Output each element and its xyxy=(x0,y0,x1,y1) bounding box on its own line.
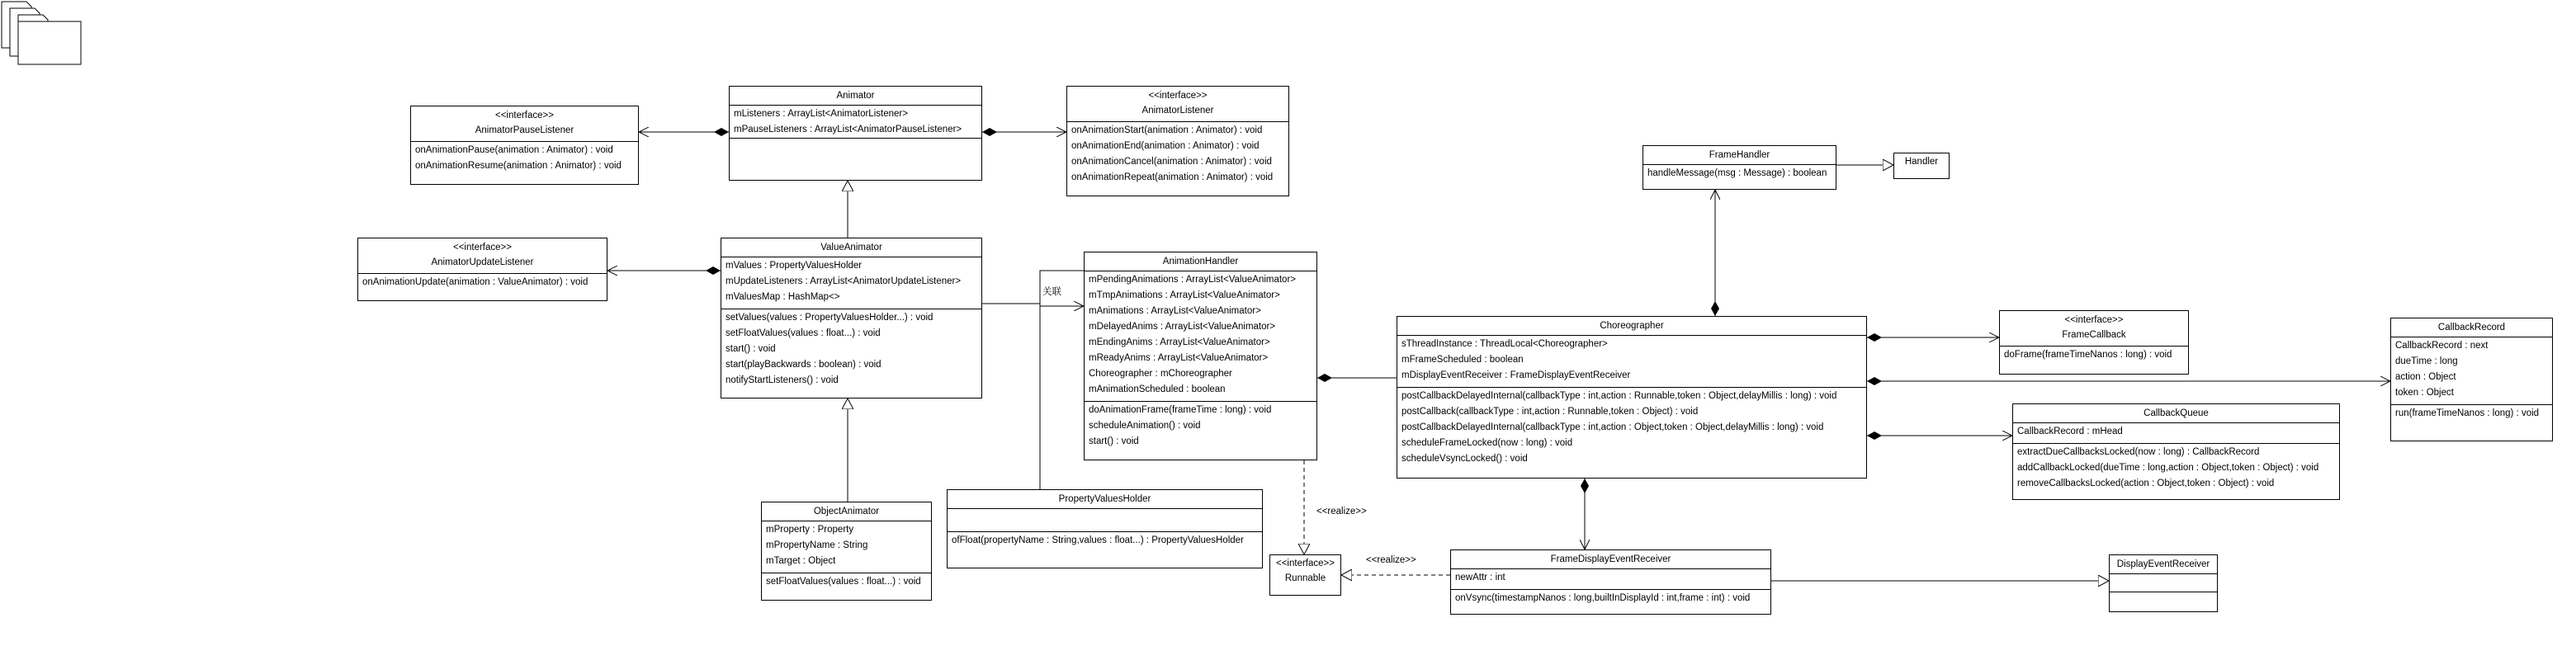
attribute: mDisplayEventReceiver : FrameDisplayEventReceiver xyxy=(1401,370,1631,380)
operation: onAnimationCancel(animation : Animator) : void xyxy=(1071,157,1272,167)
operation: postCallback(callbackType : int,action : Runnable,token : Object) : void xyxy=(1401,407,1699,417)
attributes xyxy=(1643,164,1836,185)
operations xyxy=(721,309,981,392)
operation: start(playBackwards : boolean) : void xyxy=(726,360,882,370)
attributes xyxy=(730,105,981,138)
class-frame-display-event-receiver xyxy=(1450,549,1771,615)
attribute: mProperty : Property xyxy=(766,525,854,535)
class-property-values-holder xyxy=(947,489,1263,568)
operation: ofFloat(propertyName : String,values : float...) : PropertyValuesHolder xyxy=(952,535,1244,545)
operation: onAnimationUpdate(animation : ValueAnimator) : void xyxy=(362,277,588,287)
attributes xyxy=(1451,568,1770,589)
class-name: FrameCallback xyxy=(2062,330,2126,340)
class-frame-callback xyxy=(1999,310,2189,375)
class-name: ValueAnimator xyxy=(820,243,882,252)
operation: postCallbackDelayedInternal(callbackType : int,action : Runnable,token : Object,delayMillis : long) : void xyxy=(1401,391,1837,401)
attribute: mReadyAnims : ArrayList<ValueAnimator> xyxy=(1089,353,1269,363)
attribute: action : Object xyxy=(2395,372,2456,382)
operations xyxy=(1067,121,1288,189)
operations xyxy=(411,141,638,177)
operation: scheduleAnimation() : void xyxy=(1089,421,1201,431)
class-animator xyxy=(729,86,982,181)
operation: setFloatValues(values : float...) : void xyxy=(726,328,881,338)
attribute: mPendingAnimations : ArrayList<ValueAnimator> xyxy=(1089,275,1297,285)
stereotype: <<interface>> xyxy=(2064,315,2124,325)
operation: doAnimationFrame(frameTime : long) : void xyxy=(1089,405,1272,415)
operations xyxy=(1085,401,1316,453)
class-name: AnimatorListener xyxy=(1141,106,1214,116)
operation: doFrame(frameTimeNanos : long) : void xyxy=(2004,350,2172,360)
attributes xyxy=(1397,335,1866,387)
attribute: mAnimationScheduled : boolean xyxy=(1089,384,1226,394)
attribute: CallbackRecord : mHead xyxy=(2017,427,2123,436)
class-name: AnimatorUpdateListener xyxy=(431,257,534,267)
stereotype: <<interface>> xyxy=(453,243,512,252)
association-label: 关联 xyxy=(1042,287,1061,297)
attribute: sThreadInstance : ThreadLocal<Choreographer> xyxy=(1401,339,1608,349)
assoc-valueanimator-animationhandler-b xyxy=(1040,304,1084,306)
operations xyxy=(730,138,981,143)
attribute: mValues : PropertyValuesHolder xyxy=(726,261,863,271)
class-name: FrameHandler xyxy=(1709,150,1770,160)
stereotype: <<interface>> xyxy=(495,111,554,120)
class-name: ObjectAnimator xyxy=(813,507,880,516)
class-name: AnimatorPauseListener xyxy=(475,125,574,135)
class-name: CallbackRecord xyxy=(2437,323,2506,332)
operation: scheduleFrameLocked(now : long) : void xyxy=(1401,438,1573,448)
class-choreographer xyxy=(1397,316,1867,479)
operations xyxy=(358,273,607,294)
class-callback-queue xyxy=(2012,403,2340,500)
class-callback-record xyxy=(2390,318,2553,441)
class-runnable xyxy=(1269,554,1341,596)
attribute: mTarget : Object xyxy=(766,556,836,566)
attributes xyxy=(2013,422,2339,443)
assoc-valueanimator-animationhandler-a xyxy=(982,271,1084,304)
operation: postCallbackDelayedInternal(callbackType : int,action : Object,token : Object,delayMillis : long) : void xyxy=(1401,422,1824,432)
attributes xyxy=(762,521,931,573)
class-animator-listener xyxy=(1066,86,1289,196)
operations xyxy=(2110,592,2217,608)
package-icon xyxy=(2,2,81,64)
class-name: Animator xyxy=(836,91,875,101)
stereotype: <<interface>> xyxy=(1276,559,1335,568)
attributes xyxy=(721,257,981,309)
operation: setFloatValues(values : float...) : void xyxy=(766,577,921,587)
class-animator-update-listener xyxy=(357,238,607,301)
class-name: Handler xyxy=(1904,157,1939,167)
attribute: mDelayedAnims : ArrayList<ValueAnimator> xyxy=(1089,322,1276,332)
attribute: token : Object xyxy=(2395,388,2454,398)
operation: onAnimationEnd(animation : Animator) : void xyxy=(1071,141,1260,151)
attribute: mUpdateListeners : ArrayList<AnimatorUpdateListener> xyxy=(726,276,962,286)
attributes xyxy=(2110,573,2217,592)
operation: start() : void xyxy=(1089,436,1139,446)
attributes xyxy=(948,508,1262,531)
operations xyxy=(2000,346,2188,366)
attribute: CallbackRecord : next xyxy=(2395,341,2489,351)
operation: extractDueCallbacksLocked(now : long) : CallbackRecord xyxy=(2017,447,2260,457)
operation: removeCallbacksLocked(action : Object,token : Object) : void xyxy=(2017,479,2275,488)
class-animation-handler xyxy=(1084,252,1317,460)
operation: onAnimationStart(animation : Animator) : void xyxy=(1071,125,1263,135)
operation: start() : void xyxy=(726,344,776,354)
class-name: Runnable xyxy=(1284,573,1326,583)
operation: setValues(values : PropertyValuesHolder...) : void xyxy=(726,313,934,323)
class-value-animator xyxy=(721,238,982,398)
class-name: AnimationHandler xyxy=(1162,257,1239,266)
operations xyxy=(2013,443,2339,495)
realize-label: <<realize>> xyxy=(1366,555,1416,565)
attributes xyxy=(1085,271,1316,401)
class-display-event-receiver xyxy=(2109,554,2218,612)
attribute: mEndingAnims : ArrayList<ValueAnimator> xyxy=(1089,337,1270,347)
operation: onAnimationResume(animation : Animator) : void xyxy=(415,161,622,171)
class-handler xyxy=(1893,153,1950,179)
class-name: Choreographer xyxy=(1600,321,1664,331)
operation: notifyStartListeners() : void xyxy=(726,375,839,385)
class-name: DisplayEventReceiver xyxy=(2116,559,2210,569)
realize-label: <<realize>> xyxy=(1316,507,1367,516)
attribute: mAnimations : ArrayList<ValueAnimator> xyxy=(1089,306,1261,316)
operations xyxy=(948,531,1262,552)
attribute: mPropertyName : String xyxy=(766,540,868,550)
attribute: newAttr : int xyxy=(1455,573,1505,582)
attribute: mFrameScheduled : boolean xyxy=(1401,355,1524,365)
operations xyxy=(1451,589,1770,610)
operation: onVsync(timestampNanos : long,builtInDisplayId : int,frame : int) : void xyxy=(1455,593,1751,603)
operations xyxy=(1397,387,1866,470)
stereotype: <<interface>> xyxy=(1148,91,1208,101)
attribute: mTmpAnimations : ArrayList<ValueAnimator> xyxy=(1089,290,1280,300)
class-frame-handler xyxy=(1642,145,1836,190)
attribute: mPauseListeners : ArrayList<AnimatorPauseListener> xyxy=(734,125,962,134)
attribute: dueTime : long xyxy=(2395,356,2458,366)
operation: addCallbackLocked(dueTime : long,action : Object,token : Object) : void xyxy=(2017,463,2319,473)
attribute: mListeners : ArrayList<AnimatorListener> xyxy=(734,109,908,119)
attributes xyxy=(2391,337,2552,404)
operations xyxy=(2391,404,2552,425)
class-name: FrameDisplayEventReceiver xyxy=(1550,554,1671,564)
class-name: PropertyValuesHolder xyxy=(1058,494,1151,504)
class-object-animator xyxy=(761,502,932,601)
class-animator-pause-listener xyxy=(410,106,639,185)
operation: onAnimationRepeat(animation : Animator) : void xyxy=(1071,172,1274,182)
operations xyxy=(762,573,931,593)
operation: scheduleVsyncLocked() : void xyxy=(1401,454,1528,464)
attribute: mValuesMap : HashMap<> xyxy=(726,292,840,302)
attribute: handleMessage(msg : Message) : boolean xyxy=(1647,168,1827,178)
operation: onAnimationPause(animation : Animator) : void xyxy=(415,145,613,155)
operation: run(frameTimeNanos : long) : void xyxy=(2395,408,2540,418)
class-name: CallbackQueue xyxy=(2144,408,2209,418)
attribute: Choreographer : mChoreographer xyxy=(1089,369,1232,379)
